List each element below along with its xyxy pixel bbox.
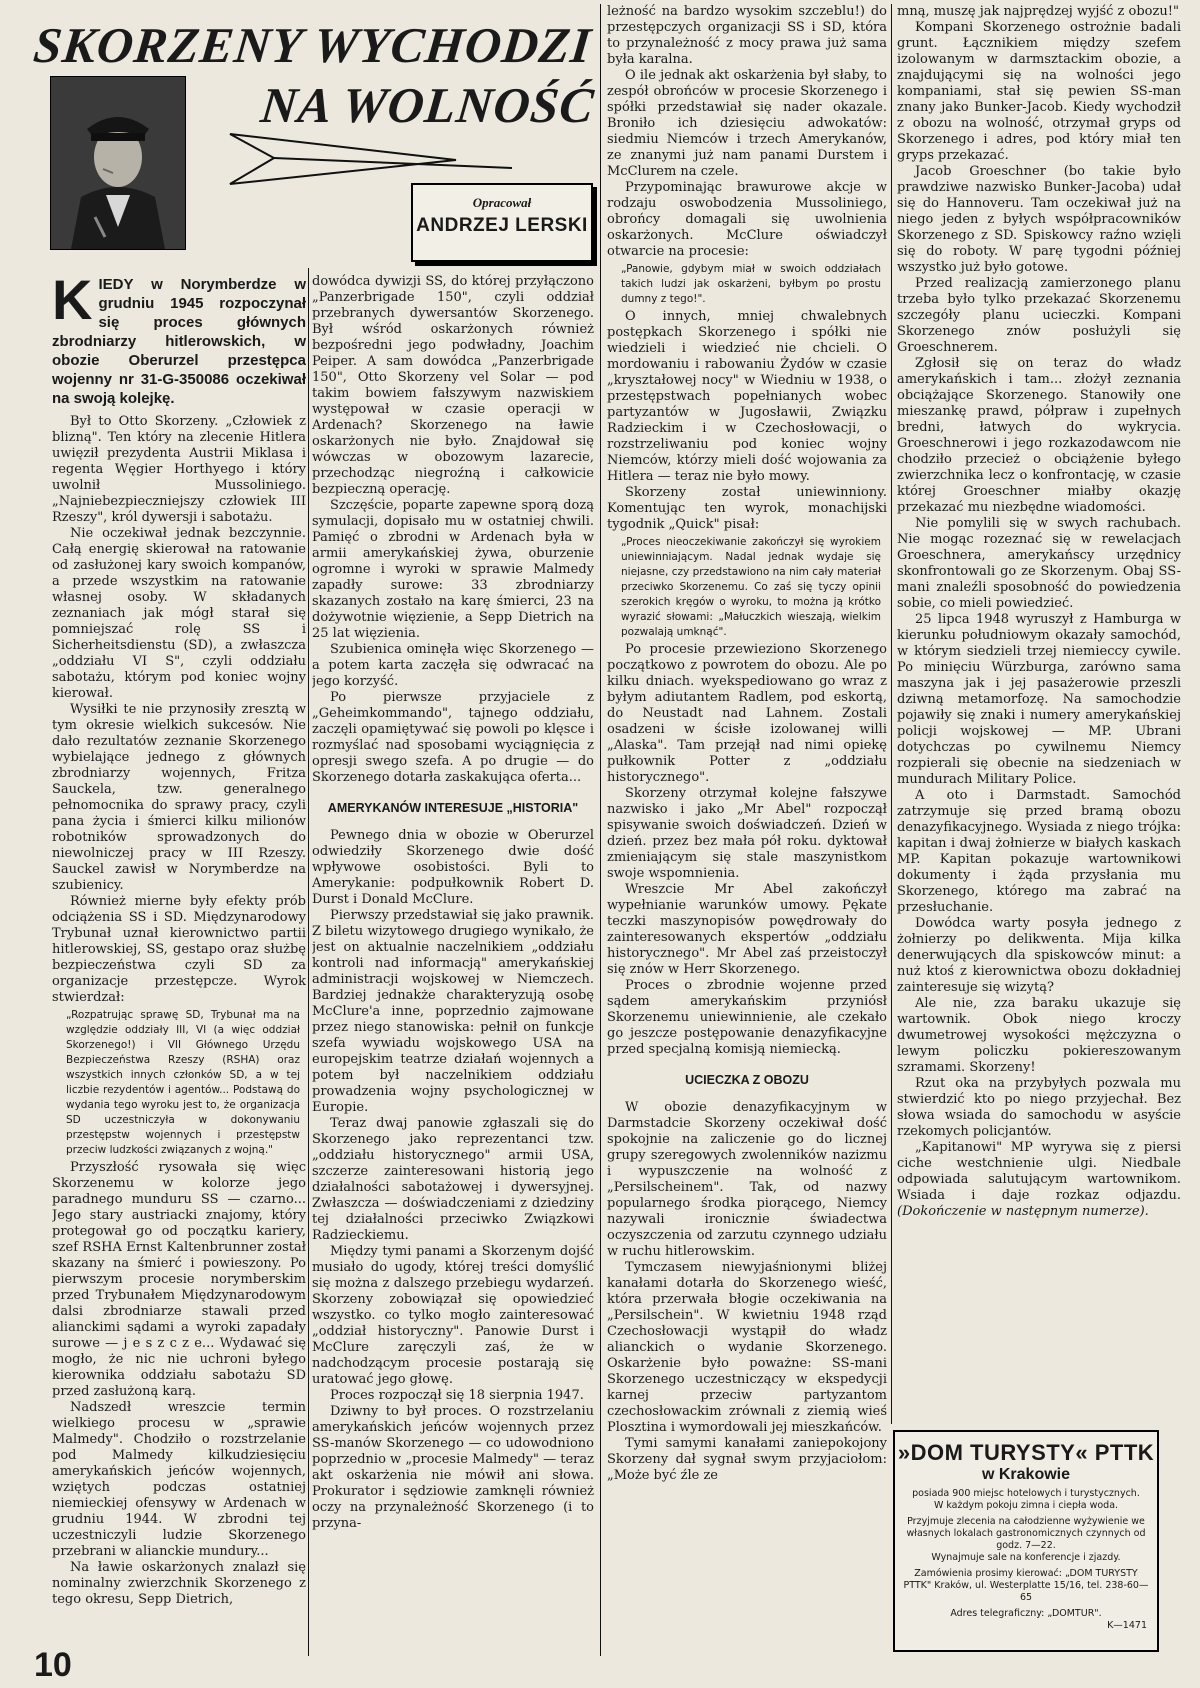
paragraph: Teraz dwaj panowie zgłaszali się do Skorzenego jako reprezentanci tzw. „oddziału historycznego" armii USA, szczerze zainteresowani historią jego działalności sabotażowej i dywersyjnej. Zwłaszcza — doświadczeniami z dziedziny tej działalności przeciwko Związkowi Radzieckiemu. bbox=[312, 1116, 594, 1243]
ad-line: posiada 900 miejsc hotelowych i turystycznych. bbox=[912, 1488, 1140, 1499]
byline-box bbox=[411, 183, 593, 262]
paragraph: Nadszedł wreszcie termin wielkiego procesu w „sprawie Malmedy". Chodziło o rozstrzelanie pod Malmedy kilkudziesięciu amerykańskich jeńców wojennych, wziętych podczas ostatniej niemieckiej ofensywy w Ardenach w grudniu 1944. W zbrodni tej uczestniczyli ludzie Skorzenego przebrani w alianckie mundury... bbox=[52, 1400, 306, 1559]
paragraph: Nie pomylili się w swych rachubach. Nie mogąc rozeznać się w rewelacjach Groeschnera, amerykańscy urzędnicy skonfrontowali go ze Skorzenym. Obaj SS-mani znaleźli sposobność do powiedzenia sobie, co mieli powiedzieć. bbox=[897, 516, 1181, 611]
paragraph: Przypominając brawurowe akcje w rodzaju oswobodzenia Mussoliniego, obrońcy domagali się uwolnienia oskarżonych. McClure oświadczył otwarcie na procesie: bbox=[607, 180, 887, 259]
portrait-photo bbox=[50, 76, 186, 250]
paragraph: Po procesie przewieziono Skorzenego początkowo z powrotem do obozu. Ale po kilku dniach. wyekspediowano go wraz z byłym adiutantem Radlem, pod eskortą, do Neustadt nad Lahnem. Zostali osadzeni w ścisłe izolowanej willi „Alaska". Tam przejął nad nimi opiekę pułkownik Potter z „oddziału historycznego". bbox=[607, 642, 887, 785]
article-column-1 bbox=[52, 275, 306, 1645]
paragraph: mną, muszę jak najprędzej wyjść z obozu!" bbox=[897, 4, 1179, 19]
paragraph: Skorzeny otrzymał kolejne fałszywe nazwisko i jako „Mr Abel" rozpoczął spisywanie swoich doświadczeń. Dzień w dzień. przez bez mała pół roku. dyktował zmieniającym się stale maszynistkom swoje wspomnienia. bbox=[607, 786, 887, 881]
section-heading: AMERYKANÓW INTERESUJE „HISTORIA" bbox=[327, 801, 579, 815]
paragraph: Pierwszy przedstawiał się jako prawnik. Z biletu wizytowego drugiego wynikało, że jest on aktualnie naczelnikiem „oddziału kontroli nad informacją" amerykańskiej administracji wojskowej w Niemczech. Bardziej jednakże charakteryzują osobę McClure'a inne, poprzednio zajmowane przez niego stanowiska: pełnił on funkcje szefa wywiadu wojskowego USA na europejskim teatrze działań wojennych a potem był naczelnikiem oddziału prowadzenia wojny psychologicznej w Europie. bbox=[312, 908, 594, 1115]
paragraph: Proces rozpoczął się 18 sierpnia 1947. bbox=[330, 1388, 584, 1403]
byline-label: Opracował bbox=[472, 195, 532, 210]
paragraph: O ile jednak akt oskarżenia był słaby, to zespół obrońców w procesie Skorzenego i spółki przedstawiał się nader okazale. Broniło ich dziesięciu adwokatów: siedmiu Niemców i trzech Amerykanów, ze znanymi już nam panami Durstem i McClurem na czele. bbox=[607, 68, 887, 179]
paragraph: Przyszłość rysowała się więc Skorzenemu w kolorze jego paradnego munduru SS — czarno... Jego stary austriacki znajomy, który protegował go od początku kariery, szef RSHA Ernst Kaltenbrunner został skazany na śmierć i powieszony. Po pierwszym procesie norymberskim przed Trybunałem Międzynarodowym dalsi zbrodniarze stawali przed alianckimi sądami a wyroki zapadały surowe — j e s z c z e... Wydawać się mogło, że nic nie uchroni byłego kierownika oddziału sabotażu SD przed zasłużoną karą. bbox=[52, 1160, 306, 1399]
paragraph: Dowódca warty posyła jednego z żołnierzy po delikwenta. Mija kilka denerwujących dla spiskowców minut: a nuż ktoś z kierownictwa obozu dokładniej zainteresuje się wizytą? bbox=[897, 916, 1181, 995]
paragraph: Szczęście, poparte zapewne sporą dozą symulacji, dopisało mu w ostatniej chwili. Pamięć o zbrodni w Ardenach była w armii amerykańskiej żywa, oburzenie ogromne i wyroki w sprawie Malmedy zapadły surowe: 33 zbrodniarzy skazanych zostało na karę śmierci, 23 na dożywotnie więzienie, a Sepp Dietrich na 25 lat więzienia. bbox=[312, 498, 594, 641]
ad-line: Adres telegraficzny: „DOMTUR". bbox=[950, 1608, 1102, 1619]
paragraph: Rzut oka na przybyłych pozwala mu stwierdzić kto po niego przyjechał. Bez słowa wsiada do samochodu w asyście rzekomych policjantów. bbox=[897, 1076, 1181, 1139]
paragraph: Ale nie, zza baraku ukazuje się wartownik. Obok niego kroczy dwumetrowej wysokości mężczyzna o lewym policzku pokiereszowanym szramami. Skorzeny! bbox=[897, 996, 1181, 1075]
headline-line-2: NA WOLNOŚĆ bbox=[258, 77, 597, 133]
quick-quote: „Proces nieoczekiwanie zakończył się wyrokiem uniewinniającym. Nadal jednak wydaje się niejasne, czy przedstawiono na nim cały materiał przeciwko Skorzenemu. Co zaś się tyczy opinii szerokich kręgów o wyroku, to można ją krótko wyrazić słowami: „Małuczkich wieszają, wielkim pozwalają umknąć". bbox=[621, 536, 881, 638]
section-heading: UCIECZKA Z OBOZU bbox=[685, 1073, 809, 1087]
paragraph: Proces o zbrodnie wojenne przed sądem amerykańskim przyniósł Skorzenemu uniewinnienie, ale czekało go jeszcze postępowanie denazyfikacyjne przed specjalną komisją niemiecką. bbox=[607, 978, 887, 1057]
paragraph: Zgłosił się on teraz do władz amerykańskich i tam... złożył zeznania obciążające Skorzenego. Stanowiły one mieszankę prawd, półpraw i zupełnych bredni, łatwych do wykrycia. Groeschnerowi i jego rozkazodawcom nie chodziło przecież o obciążenie byłego zwierzchnika lecz o konfrontację, w czasie której Groeschner miałby okazję przekazać mu niezbędne wiadomości. bbox=[897, 356, 1181, 515]
continued-note: (Dokończenie w następnym numerze). bbox=[897, 1204, 1149, 1219]
column-rule bbox=[891, 4, 892, 1424]
paragraph: Szubienica ominęła więc Skorzenego — a potem karta zaczęła się odwracać na jego korzyść. bbox=[312, 642, 594, 689]
paragraph: Jacob Groeschner (bo takie było prawdziwe nazwisko Bunker-Jacoba) udał się do Hannoveru. Tam oczekiwał już na niego jeden z byłych współpracowników Skorzenego z SD. Spiskowcy raźno wzięli się do roboty. W parę tygodni później wszystko już było gotowe. bbox=[897, 164, 1181, 275]
ad-code: K—1471 bbox=[1107, 1620, 1147, 1631]
ad-line: Wynajmuje sale na konferencje i zjazdy. bbox=[931, 1552, 1121, 1563]
page-number: 10 bbox=[34, 1646, 72, 1684]
ad-line: W każdym pokoju zimna i ciepła woda. bbox=[933, 1500, 1119, 1511]
ad-line: Zamówienia prosimy kierować: „DOM TURYSTY PTTK" Kraków, ul. Westerplatte 15/16, tel. 238-60—65 bbox=[903, 1568, 1149, 1603]
ad-line: Przyjmuje zlecenia na całodzienne wyżywienie we własnych lokalach gastronomicznych czynnych od godz. 7—22. bbox=[906, 1516, 1146, 1551]
article-column-2 bbox=[312, 274, 594, 1654]
ad-city: w Krakowie bbox=[981, 1466, 1071, 1483]
paragraph: leżność na bardzo wysokim szczeblu!) do przestępczych organizacji SS i SD, która to przynależność z mocy prawa już sama była karalna. bbox=[607, 4, 887, 67]
verdict-quote: „Rozpatrując sprawę SD, Trybunał ma na względzie oddziały III, VI (a więc oddział Skorzenego!) i VII Głównego Urzędu Bezpieczeństwa Rzeszy (RSHA) oraz wszystkich innych członków SD, a w tej liczbie rezydentów i agentów... Podstawą do wydania tego wyroku jest to, że organizacja SD uczestniczyła w dokonywaniu przestępstw wojennych i przestępstw przeciw ludzkości związanych z wojną." bbox=[66, 1009, 300, 1156]
paragraph: W obozie denazyfikacyjnym w Darmstadcie Skorzeny oczekiwał dość spokojnie na zaliczenie go do licznej grupy szeregowych zwolenników nazizmu i wypuszczenie na wolność z „Persilscheinem". Tak, od nazwy popularnego środka piorącego, Niemcy nazywali ironicznie świadectwa oczyszczenia od zarzutu czynnego udziału w ruchu hitlerowskim. bbox=[607, 1100, 887, 1259]
paragraph: Skorzeny został uniewinniony. Komentując ten wyrok, monachijski tygodnik „Quick" pisał: bbox=[607, 485, 887, 532]
lead-text: IEDY w Norymberdze w grudniu 1945 rozpoczynał się proces głównych zbrodniarzy hitlerowskich, w obozie Oberurzel przestępca wojenny nr 31-G-350086 oczekiwał na swoją kolejkę. bbox=[52, 276, 306, 407]
ad-title: »DOM TURYSTY« PTTK bbox=[897, 1440, 1155, 1465]
article-column-3 bbox=[607, 4, 887, 1654]
paragraph: Również mierne były efekty prób odciążenia SS i SD. Międzynarodowy Trybunał uznał kierownictwo partii hitlerowskiej, SS, gestapo oraz służbę bezpieczeństwa czyli SD za organizacje przestępcze. Wyrok stwierdzał: bbox=[52, 894, 306, 1005]
paragraph: Na ławie oskarżonych znalazł się nominalny zwierzchnik Skorzenego z tego okresu, Sepp Dietrich, bbox=[52, 1560, 306, 1607]
paragraph: Kompani Skorzenego ostrożnie badali grunt. Łącznikiem między szefem izolowanym w darmsztackim obozie, a znajdującymi się na wolności jego kompaniami, stał się pewien SS-man znany jako Bunker-Jacob. Kiedy wychodził z obozu na wolność, otrzymał gryps od Skorzenego i adres, pod który miał ten gryps przekazać. bbox=[897, 20, 1181, 163]
paragraph: Między tymi panami a Skorzenym dojść musiało do ugody, której treści domyślić się można z dalszego przebiegu wydarzeń. Skorzeny zobowiązał się opowiedzieć wszystko. co tylko mogło zainteresować „oddział historyczny". Panowie Durst i McClure zaręczyli zaś, że w nadchodzącym procesie postarają się uratować jego głowę. bbox=[312, 1244, 594, 1387]
paragraph bbox=[897, 1140, 1181, 1220]
paragraph: dowódca dywizji SS, do której przyłączono „Panzerbrigade 150", czyli oddział przebranych dywersantów Skorzenego. Był wśród oskarżonych również bezpośredni jego podwładny, Joachim Peiper. A sam dowódca „Panzerbrigade 150", Otto Skorzeny vel Solar — pod takim bowiem fałszywym nazwiskiem występował w czasie operacji w Ardenach? Skorzenego na ławie oskarżonych nie było. Znajdował się wówczas w obozowym lazarecie, przechodząc niegroźną i całkowicie bezpieczną operację. bbox=[312, 274, 594, 497]
paragraph: A oto i Darmstadt. Samochód zatrzymuje się przed bramą obozu denazyfikacyjnego. Wysiada z niego trójka: kapitan i dwaj żołnierze w białych kaskach MP. Kapitan pokazuje wartownikowi dokumenty i żąda przysłania mu Skorzenego, którego ma zabrać na przesłuchanie. bbox=[897, 788, 1181, 915]
dropcap: K bbox=[52, 275, 93, 331]
paragraph: 25 lipca 1948 wyruszył z Hamburga w kierunku południowym okazały samochód, w którym siedzieli trzej niemieccy cywile. Po minięciu Würzburga, zarówno sama maszyna jak i jej pasażerowie przeszli dziwną metamorfozę. Na samochodzie pojawiły się znaki i numery amerykańskiej policji wojskowej — MP. Ubrani dotychczas po cywilnemu Niemcy rozpierali się obecnie na siedzeniach w mundurach Military Police. bbox=[897, 612, 1181, 787]
byline-author: ANDRZEJ LERSKI bbox=[416, 215, 588, 236]
paragraph: Dziwny to był proces. O rozstrzelaniu amerykańskich jeńców wojennych przez SS-manów Skorzenego — co udowodniono poprzednio w „procesie Malmedy" — teraz akt oskarżenia nie mówił ani słowa. Prokurator i sędziowie zamknęli również oczy na przynależność Skorzenego (i to przyna- bbox=[312, 1404, 594, 1531]
paragraph: Pewnego dnia w obozie w Oberurzel odwiedziły Skorzenego dwie dość wpływowe osobistości. Byli to Amerykanie: podpułkownik Robert D. Durst i Donald McClure. bbox=[312, 828, 594, 907]
paragraph: Tymi samymi kanałami zaniepokojony Skorzeny dał sygnał swym przyjaciołom: „Może być źle ze bbox=[607, 1436, 887, 1483]
paragraph: O innych, mniej chwalebnych postępkach Skorzenego i spółki nie wiedzieli i wiedzieć nie chcieli. O mordowaniu i rabowaniu Żydów w czasie „kryształowej nocy" w Wiedniu w 1938, o przestępstwach popełnianych wobec partyzantów w Jugosławii, Związku Radzieckim i w Czechosłowacji, o rozstrzeliwaniu pod koniec wojny Niemców, którzy mieli dość wojowania za Hitlera — teraz nie było mowy. bbox=[607, 309, 887, 484]
paragraph: Nie oczekiwał jednak bezczynnie. Całą energię skierował na ratowanie od zasłużonej kary swoich kompanów, a przede wszystkim na ratowanie własnej osoby. W składanych zeznaniach jak mógł starał się pomniejszać rolę SS i Sicherheitsdienstu (SD), a zwłaszcza „oddziału VI S", czyli oddziału sabotażu, którym pod koniec wojny kierował. bbox=[52, 526, 306, 701]
paragraph: Przed realizacją zamierzonego planu trzeba było tylko przekazać Skorzenemu szczegóły planu ucieczki. Kompani Skorzenego znów posłużyli się Groeschnerem. bbox=[897, 276, 1181, 355]
column-rule bbox=[308, 268, 309, 1656]
advertisement-box bbox=[893, 1430, 1159, 1652]
mcclure-quote: „Panowie, gdybym miał w swoich oddziałach takich ludzi jak oskarżeni, byłbym po prostu dumny z tego!". bbox=[621, 263, 881, 305]
paragraph: Wreszcie Mr Abel zakończył wypełnianie warunków umowy. Pękate teczki maszynopisów powędrowały do zainteresowanych ekspertów „oddziału historycznego". Mr Abel zaś przeistoczył się znów w Herr Skorzenego. bbox=[607, 882, 887, 977]
lead-paragraph bbox=[52, 275, 306, 408]
column-rule bbox=[600, 4, 601, 1656]
paragraph: Po pierwsze przyjaciele z „Geheimkommando", tajnego oddziału, zaczęli opamiętywać się powoli po klęsce i rozmyślać nad sposobami wyciągnięcia z opresji swego szefa. A po drugie — do Skorzenego dotarła zaskakująca oferta... bbox=[312, 690, 594, 785]
paragraph: Wysiłki te nie przynosiły zresztą w tym okresie wielkich sukcesów. Nie dało rezultatów zeznanie Skorzenego wybielające jednego z głównych zbrodniarzy wojennych, Fritza Sauckela, tzw. generalnego pełnomocnika do sprawy pracy, czyli pana życia i śmierci kilku milionów robotników sprowadzonych do niewolniczej pracy w III Rzeszy. Sauckel zawisł w Norymberdze na szubienicy. bbox=[52, 702, 306, 893]
article-column-4 bbox=[897, 4, 1181, 1419]
headline-line-1: SKORZENY WYCHODZI bbox=[31, 17, 595, 73]
paragraph-text: „Kapitanowi" MP wyrywa się z piersi ciche westchnienie ulgi. Niedbale odpowiada salutującym wartownikom. Wsiada i daje rozkaz odjazdu. bbox=[897, 1140, 1181, 1203]
paragraph: Był to Otto Skorzeny. „Człowiek z blizną". Ten który na zlecenie Hitlera uwięził prezydenta Austrii Miklasa i regenta Węgier Horthyego i który uwolnił Mussoliniego. „Najniebezpieczniejszy człowiek III Rzeszy", król dywersji i sabotażu. bbox=[52, 414, 306, 525]
arrow-decoration bbox=[226, 128, 516, 188]
paragraph: Tymczasem niewyjaśnionymi bliżej kanałami dotarła do Skorzenego wieść, która przerwała błogie oczekiwania na „Persilschein". W kwietniu 1948 rząd Czechosłowacji wystąpił do władz alianckich o wydanie Skorzenego. Oskarżenie było poważne: SS-mani Skorzenego uczestniczący w ekspedycji karnej przeciw partyzantom czechosłowackim zrównali z ziemią wieś Plosztina i wymordowali jej mieszkańców. bbox=[607, 1260, 887, 1435]
